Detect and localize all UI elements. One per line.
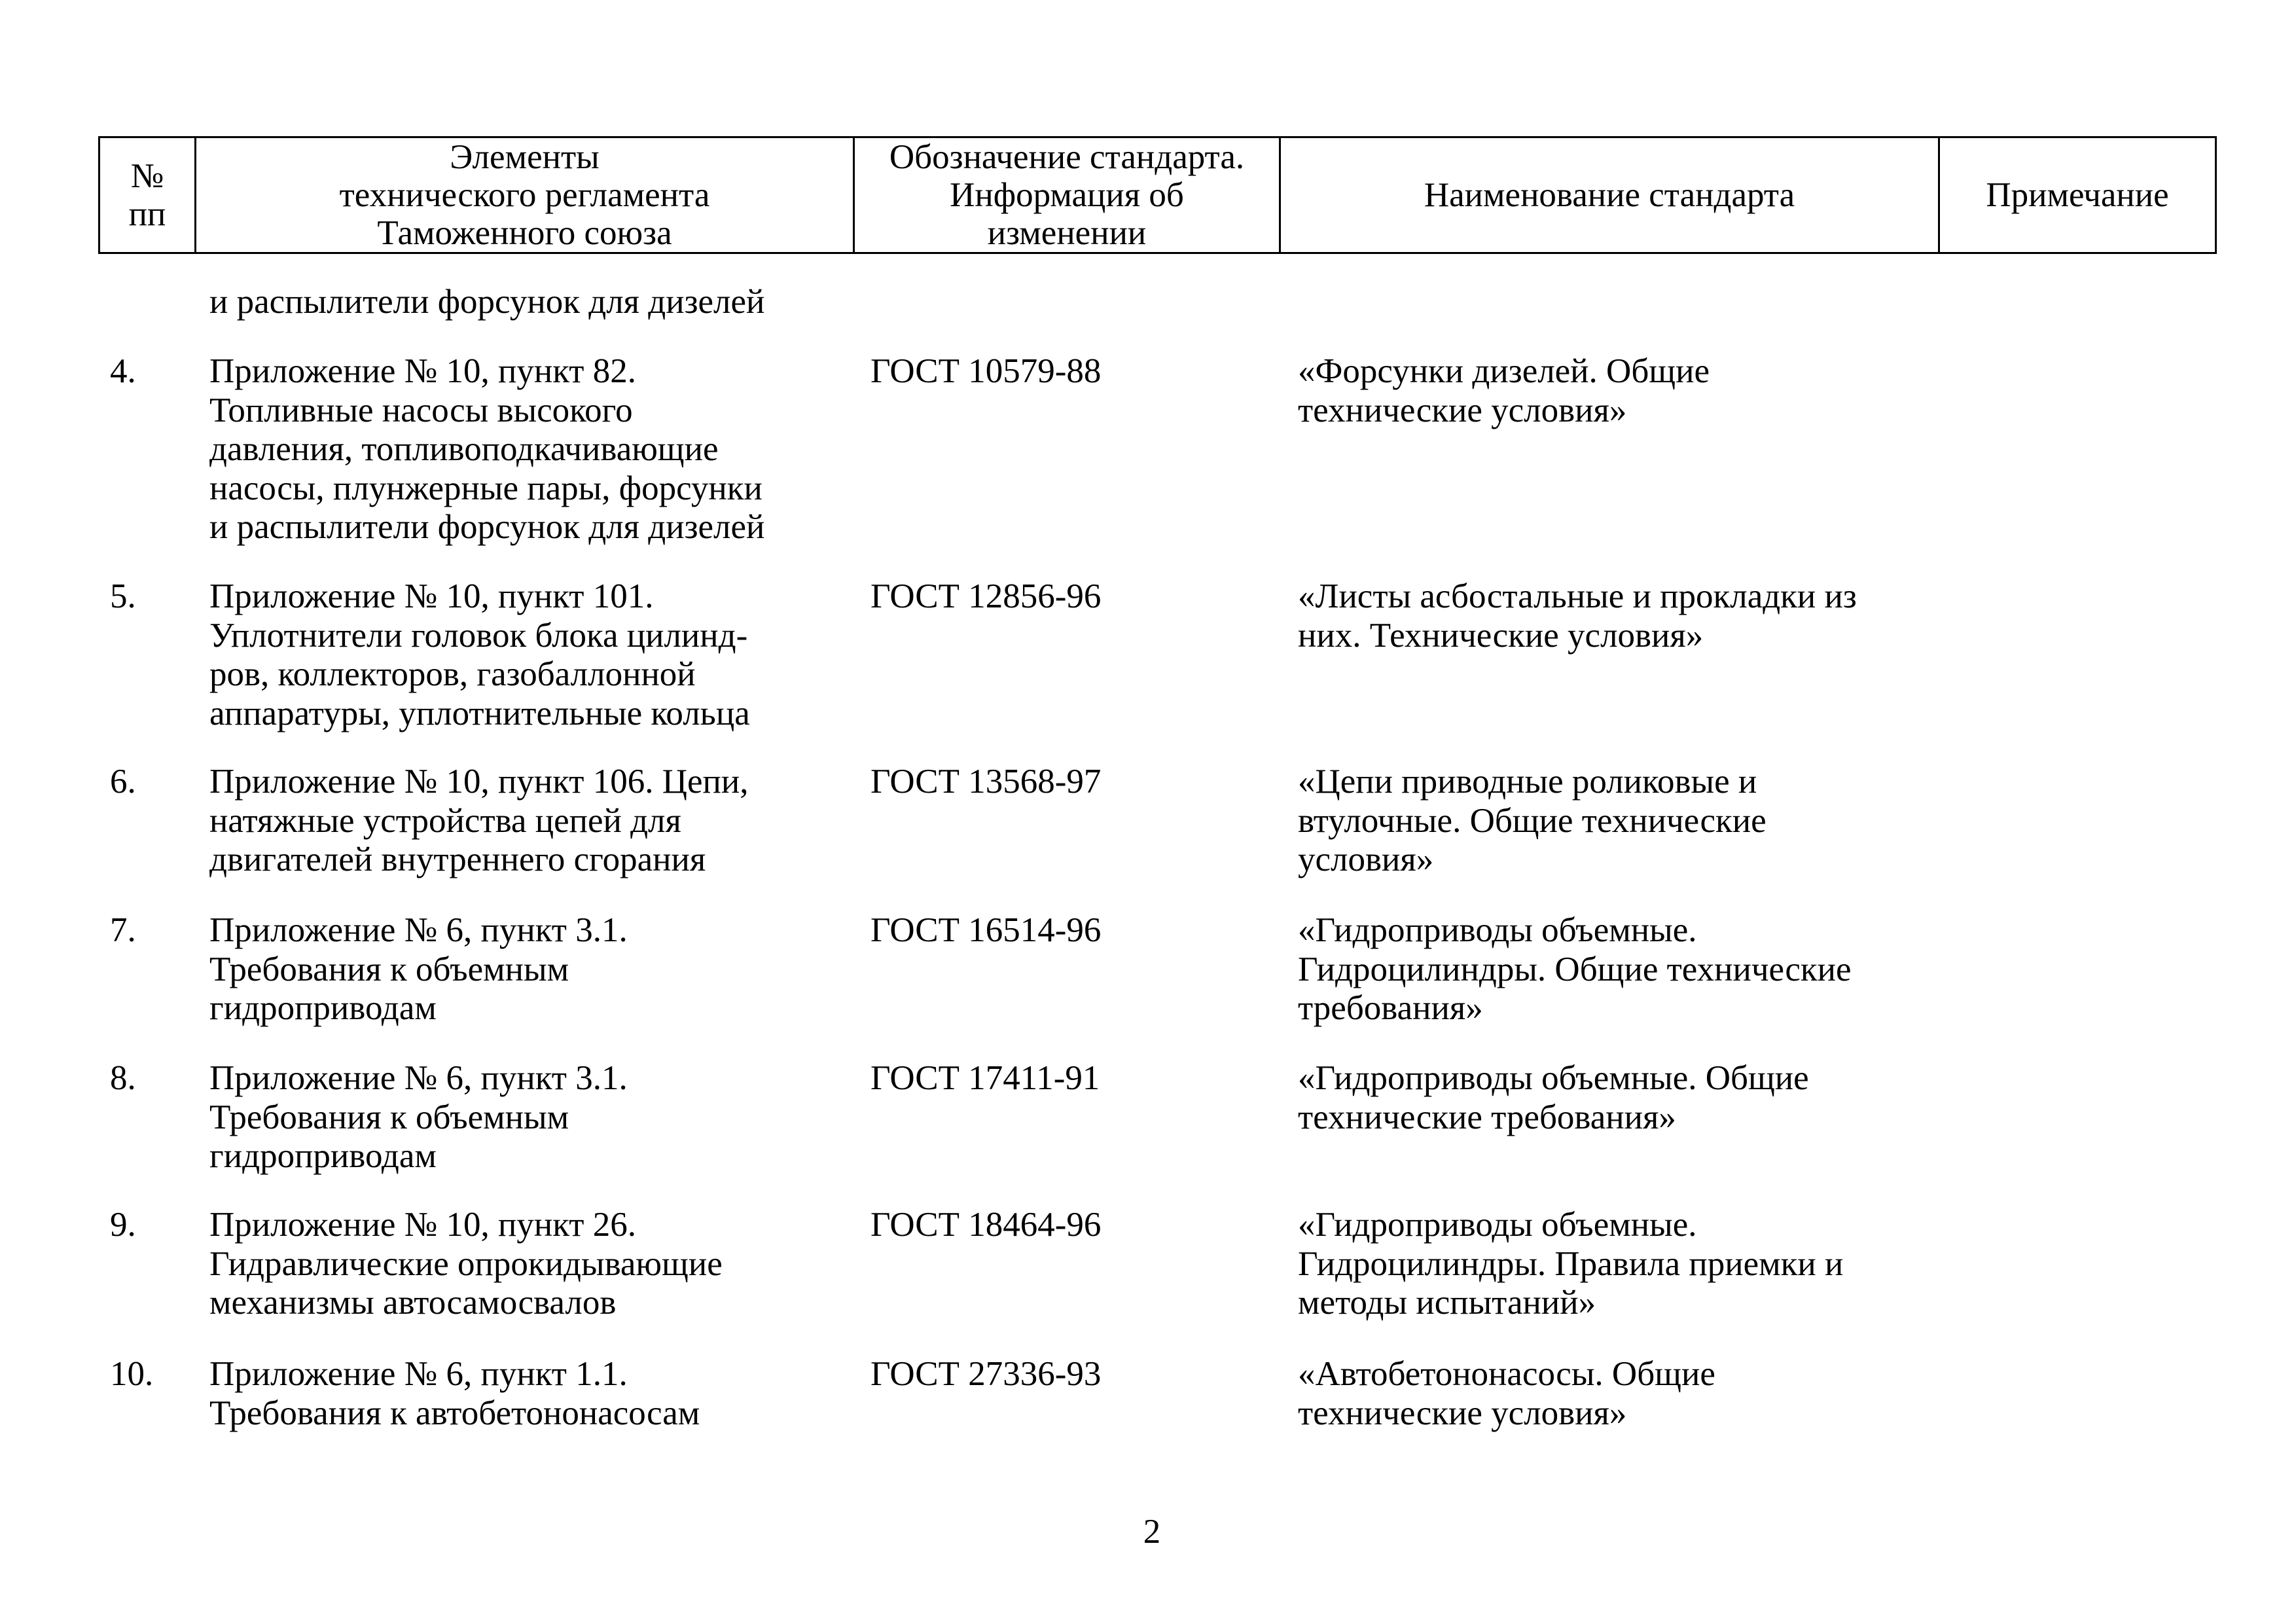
header-name: Наименование стандарта: [1280, 137, 1939, 253]
row-number: 10.: [110, 1355, 154, 1393]
row-elements: Приложение № 6, пункт 3.1. Требования к объемным гидроприводам: [209, 911, 628, 1027]
row-standard-name: «Гидроприводы объемные. Гидроцилиндры. Правила приемки и методы испытаний»: [1298, 1206, 1844, 1322]
row-elements: Приложение № 6, пункт 3.1. Требования к объемным гидроприводам: [209, 1059, 628, 1175]
row-number: 9.: [110, 1206, 136, 1244]
row-number: 8.: [110, 1059, 136, 1097]
header-num: № пп: [99, 137, 196, 253]
row-elements: Приложение № 10, пункт 26. Гидравлические опрокидывающие механизмы автосамосвалов: [209, 1206, 723, 1322]
row-designation: ГОСТ 10579-88: [870, 352, 1102, 390]
row-designation: ГОСТ 12856-96: [870, 577, 1102, 615]
row-designation: ГОСТ 18464-96: [870, 1206, 1102, 1244]
row-standard-name: «Гидроприводы объемные. Гидроцилиндры. Общие технические требования»: [1298, 911, 1852, 1027]
row-standard-name: «Цепи приводные роликовые и втулочные. Общие технические условия»: [1298, 763, 1767, 878]
continuation-elements: и распылители форсунок для дизелей: [209, 283, 765, 321]
row-standard-name: «Листы асбостальные и прокладки из них. Технические условия»: [1298, 577, 1857, 655]
row-number: 5.: [110, 577, 136, 615]
row-designation: ГОСТ 13568-97: [870, 763, 1102, 801]
row-elements: Приложение № 6, пункт 1.1. Требования к автобетононасосам: [209, 1355, 700, 1432]
header-elements: Элементы технического регламента Таможенного союза: [196, 137, 854, 253]
row-standard-name: «Гидроприводы объемные. Общие технические требования»: [1298, 1059, 1809, 1136]
row-number: 4.: [110, 352, 136, 390]
row-elements: Приложение № 10, пункт 82. Топливные насосы высокого давления, топливоподкачивающие насосы, плунжерные пары, форсунки и распылители форсунок для дизелей: [209, 352, 765, 546]
row-number: 6.: [110, 763, 136, 801]
row-elements: Приложение № 10, пункт 101. Уплотнители головок блока цилинд- ров, коллекторов, газобаллонной аппаратуры, уплотнительные кольца: [209, 577, 750, 732]
row-standard-name: «Форсунки дизелей. Общие технические условия»: [1298, 352, 1710, 429]
header-designation: Обозначение стандарта. Информация об изменении: [854, 137, 1280, 253]
row-designation: ГОСТ 17411-91: [870, 1059, 1100, 1097]
row-number: 7.: [110, 911, 136, 949]
header-note: Примечание: [1939, 137, 2216, 253]
row-designation: ГОСТ 16514-96: [870, 911, 1102, 949]
row-designation: ГОСТ 27336-93: [870, 1355, 1102, 1393]
page-number: 2: [1143, 1513, 1161, 1551]
row-standard-name: «Автобетононасосы. Общие технические условия»: [1298, 1355, 1715, 1432]
row-elements: Приложение № 10, пункт 106. Цепи, натяжные устройства цепей для двигателей внутреннего сгорания: [209, 763, 749, 878]
